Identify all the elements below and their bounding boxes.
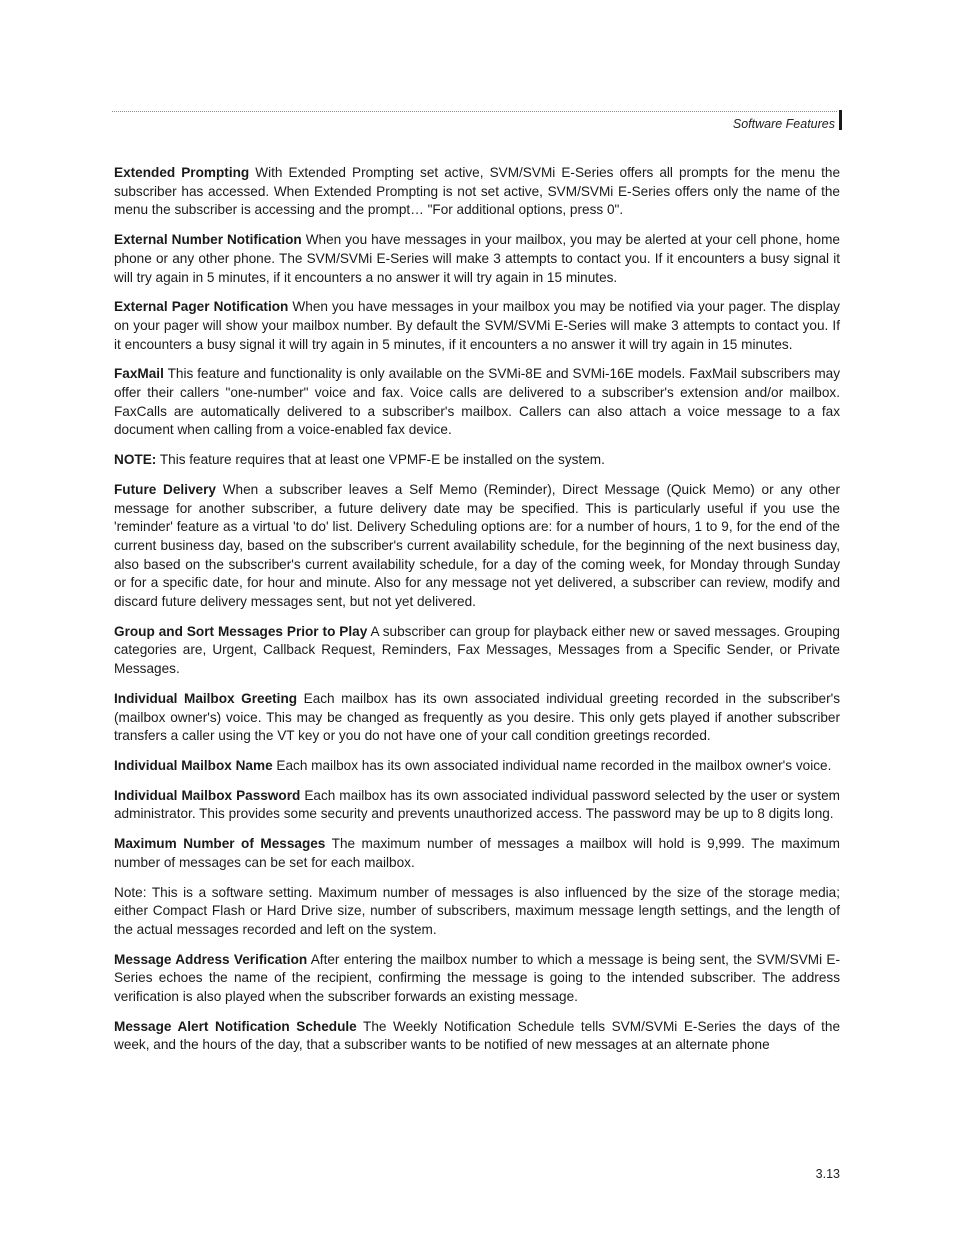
entry-individual-mailbox-greeting [114, 690, 840, 746]
entry-individual-mailbox-password [114, 787, 840, 824]
entry-term: Message Address Verification [114, 951, 308, 967]
entry-maximum-number-of-messages [114, 835, 840, 872]
entry-term: External Pager Notification [114, 299, 289, 315]
entry-term: Individual Mailbox Name [114, 757, 273, 773]
entry-group-and-sort [114, 623, 840, 679]
entry-extended-prompting [114, 164, 840, 220]
entry-term: Individual Mailbox Password [114, 787, 301, 803]
entry-term: FaxMail [114, 366, 164, 382]
entry-text: This feature requires that at least one VPMF-E be installed on the system. [159, 452, 605, 468]
entry-storage-note [114, 884, 840, 940]
entry-term: Extended Prompting [114, 165, 250, 180]
entry-term: Maximum Number of Messages [114, 836, 326, 852]
entry-text: When you have messages in your mailbox, you may be alerted at your cell phone, home phone or any other phone. The SVM/SVMi E-Series will make 3 attempts to contact you. If it encounters a busy signal it will try again in 5 minutes, if it encounters a no answer it will try again in 15 minutes. [114, 232, 840, 285]
entry-term: Group and Sort Messages Prior to Play [114, 623, 368, 639]
entry-individual-mailbox-name [114, 757, 840, 776]
entry-note [114, 451, 840, 470]
entry-message-alert-notification-schedule [114, 1018, 840, 1055]
page-number: 3.13 [815, 1167, 840, 1181]
entry-text: When a subscriber leaves a Self Memo (Reminder), Direct Message (Quick Memo) or any other message for another subscriber, a future delivery date may be specified. This is particularly useful if you use the 'reminder' feature as a virtual 'to do' list. Delivery Scheduling options are: for a number of hours, 1 to 9, for the end of the current business day, based on the subscriber's current availability schedule, for the beginning of the next business day, also based on the subscriber's current availability schedule, for a day of the coming week, for Monday through Sunday or for a specific date, for hour and minute. Also for any message not yet delivered, a subscriber can review, modify and discard future delivery messages sent, but not yet delivered. [114, 481, 841, 610]
entry-text: This feature and functionality is only available on the SVMi-8E and SVMi-16E models. FaxMail subscribers may offer their callers "one-number" voice and fax. Voice calls are delivered to a subscriber's extension and/or mailbox. FaxCalls are automatically delivered to a subscriber's mailbox. Callers can also attach a voice message to a fax document when calling from a voice-enabled fax device. [114, 366, 841, 438]
entry-future-delivery [114, 481, 840, 612]
entry-external-number-notification [114, 231, 840, 287]
header-rule [112, 111, 837, 112]
entry-text: The maximum number of messages a mailbox will hold is 9,999. The maximum number of messages can be set for each mailbox. [114, 836, 841, 870]
entry-term: NOTE: [114, 452, 157, 468]
section-title: Software Features [732, 117, 835, 131]
entry-text: Note: This is a software setting. Maximum number of messages is also influenced by the size of the storage media; either Compact Flash or Hard Drive size, number of subscribers, maximum message length settings, and the length of the actual messages recorded and left on the system. [114, 884, 840, 937]
entry-text: Each mailbox has its own associated individual name recorded in the mailbox owner's voice. [276, 757, 832, 773]
entry-text: A subscriber can group for playback either new or saved messages. Grouping categories are, Urgent, Callback Request, Reminders, Fax Messages, Messages from a Specific Sender, or Private Messages. [114, 623, 840, 677]
entry-text: Each mailbox has its own associated individual password selected by the user or system administrator. This provides some security and prevents unauthorized access. The password may be up to 8 digits long. [114, 787, 841, 822]
entry-external-pager-notification [114, 298, 840, 354]
entry-term: External Number Notification [114, 232, 302, 248]
entry-text: Each mailbox has its own associated individual greeting recorded in the subscriber's (mailbox owner's) voice. This may be changed as frequently as you desire. This only gets played if another subscriber transfers a caller using the VT key or you do not have one of your call condition greetings recorded. [114, 690, 841, 744]
entry-text: With Extended Prompting set active, SVM/SVMi E-Series offers all prompts for the menu the subscriber has accessed. When Extended Prompting is not set active, SVM/SVMi E-Series offers only the name of the menu the subscriber is accessing and the prompt… "For additional options, press 0". [114, 165, 840, 218]
entry-message-address-verification [114, 951, 840, 1007]
entry-faxmail [114, 365, 840, 440]
header-bar [839, 110, 842, 130]
entry-term: Message Alert Notification Schedule [114, 1018, 357, 1034]
entry-text: When you have messages in your mailbox you may be notified via your pager. The display on your pager will show your mailbox number. By default the SVM/SVMi E-Series will make 3 attempts to contact you. If it encounters a busy signal it will try again in 5 minutes, if it encounters a no answer it will try again in 15 minutes. [114, 299, 840, 352]
body-text [114, 164, 840, 1066]
entry-text: After entering the mailbox number to which a message is being sent, the SVM/SVMi E-Series echoes the name of the recipient, confirming the message is going to the intended subscriber. The address verification is also played when the subscriber forwards an existing message. [114, 951, 840, 1005]
entry-term: Future Delivery [114, 481, 216, 497]
entry-text: The Weekly Notification Schedule tells SVM/SVMi E-Series the days of the week, and the hours of the day, that a subscriber wants to be notified of new messages at an alternate phone [114, 1018, 841, 1053]
entry-term: Individual Mailbox Greeting [114, 690, 298, 706]
